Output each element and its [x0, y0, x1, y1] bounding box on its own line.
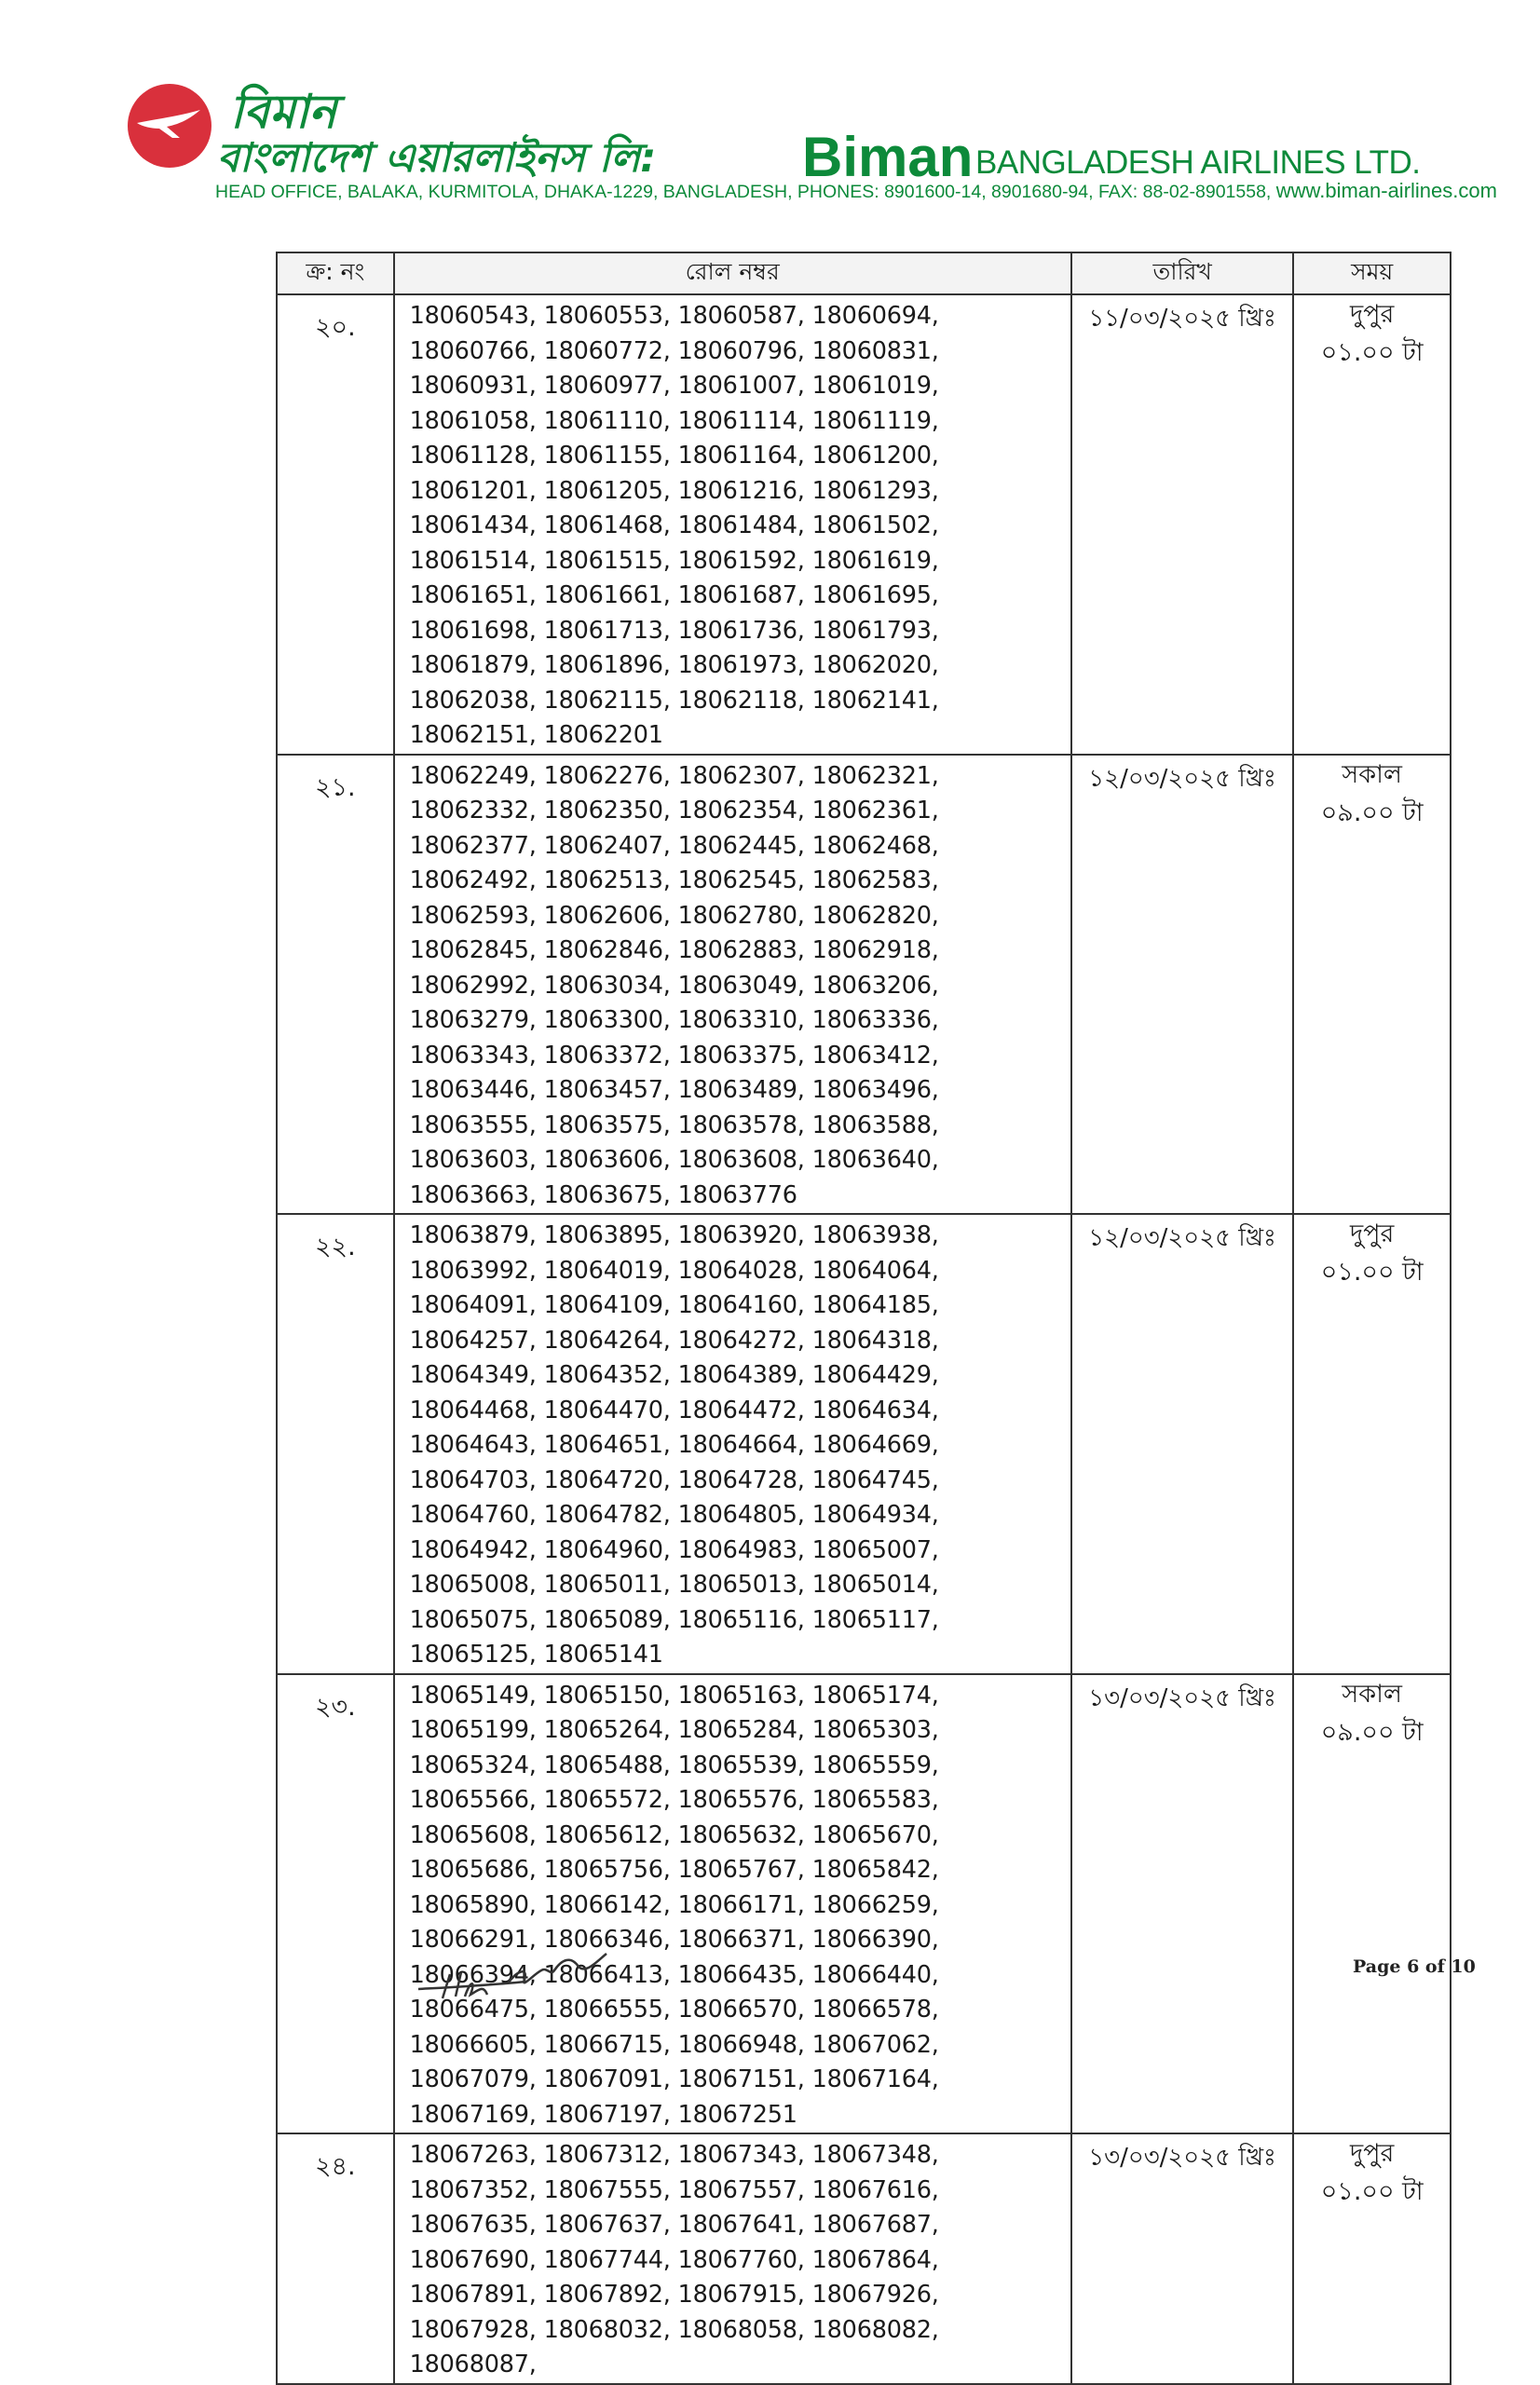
- row-time: [1293, 294, 1451, 755]
- row-date: ১৩/০৩/২০২৫ খ্রিঃ: [1071, 2133, 1294, 2384]
- table-header-row: [277, 252, 1451, 294]
- letterhead: [126, 82, 1497, 212]
- header-roll-number: রোল নম্বর: [394, 252, 1071, 294]
- time-period: দুপুর: [1350, 2139, 1395, 2168]
- row-roll-numbers: 18065149, 18065150, 18065163, 18065174, 18065199, 18065264, 18065284, 18065303, 18065324, 18065488, 18065539, 18065559, 18065566, 18065572, 18065576, 18065583, 18065608, 18065612, 18065632, 18065670, 18065686, 18065756, 18065767, 18065842, 18065890, 18066142, 18066171, 18066259, 18066291, 18066346, 18066371, 18066390, 18066394, 18066413, 18066435, 18066440, 18066475, 18066555, 18066570, 18066578, 18066605, 18066715, 18066948, 18067062, 18067079, 18067091, 18067151, 18067164, 18067169, 18067197, 18067251: [394, 1674, 1071, 2134]
- row-roll-numbers: 18060543, 18060553, 18060587, 18060694, 18060766, 18060772, 18060796, 18060831, 18060931, 18060977, 18061007, 18061019, 18061058, 18061110, 18061114, 18061119, 18061128, 18061155, 18061164, 18061200, 18061201, 18061205, 18061216, 18061293, 18061434, 18061468, 18061484, 18061502, 18061514, 18061515, 18061592, 18061619, 18061651, 18061661, 18061687, 18061695, 18061698, 18061713, 18061736, 18061793, 18061879, 18061896, 18061973, 18062020, 18062038, 18062115, 18062118, 18062141, 18062151, 18062201: [394, 294, 1071, 755]
- row-roll-numbers: 18063879, 18063895, 18063920, 18063938, 18063992, 18064019, 18064028, 18064064, 18064091, 18064109, 18064160, 18064185, 18064257, 18064264, 18064272, 18064318, 18064349, 18064352, 18064389, 18064429, 18064468, 18064470, 18064472, 18064634, 18064643, 18064651, 18064664, 18064669, 18064703, 18064720, 18064728, 18064745, 18064760, 18064782, 18064805, 18064934, 18064942, 18064960, 18064983, 18065007, 18065008, 18065011, 18065013, 18065014, 18065075, 18065089, 18065116, 18065117, 18065125, 18065141: [394, 1214, 1071, 1674]
- letterhead-address: [215, 179, 1497, 203]
- table-row: [277, 294, 1451, 755]
- letterhead-company-name: BANGLADESH AIRLINES LTD.: [975, 144, 1421, 181]
- row-serial: ২০.: [277, 294, 394, 755]
- biman-logo-icon: [126, 82, 213, 170]
- page-number: Page 6 of 10: [1353, 1956, 1476, 1977]
- row-serial: ২১.: [277, 755, 394, 1215]
- time-period: দুপুর: [1350, 1220, 1395, 1248]
- header-serial: ক্র: নং: [277, 252, 394, 294]
- header-time: সময়: [1293, 252, 1451, 294]
- table-row: [277, 1214, 1451, 1674]
- table-row: [277, 755, 1451, 1215]
- row-serial: ২২.: [277, 1214, 394, 1674]
- time-value: ০১.০০ টা: [1320, 1258, 1424, 1287]
- website-link[interactable]: www.biman-airlines.com: [1275, 179, 1497, 202]
- time-value: ০১.০০ টা: [1320, 338, 1424, 367]
- row-time: [1293, 1214, 1451, 1674]
- row-roll-numbers: 18067263, 18067312, 18067343, 18067348, 18067352, 18067555, 18067557, 18067616, 18067635, 18067637, 18067641, 18067687, 18067690, 18067744, 18067760, 18067864, 18067891, 18067892, 18067915, 18067926, 18067928, 18068032, 18068058, 18068082, 18068087,: [394, 2133, 1071, 2384]
- time-period: দুপুর: [1350, 300, 1395, 329]
- address-text: HEAD OFFICE, BALAKA, KURMITOLA, DHAKA-1229, BANGLADESH, PHONES: 8901600-14, 8901680-94, FAX: 88-02-8901558,: [215, 182, 1276, 202]
- time-value: ০১.০০ টা: [1320, 2177, 1424, 2206]
- row-roll-numbers: 18062249, 18062276, 18062307, 18062321, 18062332, 18062350, 18062354, 18062361, 18062377, 18062407, 18062445, 18062468, 18062492, 18062513, 18062545, 18062583, 18062593, 18062606, 18062780, 18062820, 18062845, 18062846, 18062883, 18062918, 18062992, 18063034, 18063049, 18063206, 18063279, 18063300, 18063310, 18063336, 18063343, 18063372, 18063375, 18063412, 18063446, 18063457, 18063489, 18063496, 18063555, 18063575, 18063578, 18063588, 18063603, 18063606, 18063608, 18063640, 18063663, 18063675, 18063776: [394, 755, 1071, 1215]
- time-value: ০৯.০০ টা: [1320, 1717, 1424, 1747]
- row-date: ১১/০৩/২০২৫ খ্রিঃ: [1071, 294, 1294, 755]
- row-time: [1293, 1674, 1451, 2134]
- table-row: [277, 1674, 1451, 2134]
- letterhead-bangla-subtitle: বাংলাদেশ এয়ারলাইনস লি:: [217, 135, 657, 182]
- row-date: ১২/০৩/২০২৫ খ্রিঃ: [1071, 1214, 1294, 1674]
- handwritten-signature: [415, 1942, 629, 2017]
- time-value: ০৯.০০ টা: [1320, 797, 1424, 827]
- time-period: সকাল: [1342, 759, 1403, 789]
- row-date: ১২/০৩/২০২৫ খ্রিঃ: [1071, 755, 1294, 1215]
- row-time: [1293, 755, 1451, 1215]
- time-period: সকাল: [1342, 1679, 1403, 1709]
- letterhead-brand: Biman: [802, 126, 974, 188]
- row-serial: ২৪.: [277, 2133, 394, 2384]
- row-date: ১৩/০৩/২০২৫ খ্রিঃ: [1071, 1674, 1294, 2134]
- row-time: [1293, 2133, 1451, 2384]
- header-date: তারিখ: [1071, 252, 1294, 294]
- row-serial: ২৩.: [277, 1674, 394, 2134]
- letterhead-bangla-title: বিমান: [230, 85, 337, 139]
- exam-schedule-table: [276, 252, 1451, 2385]
- table-row: [277, 2133, 1451, 2384]
